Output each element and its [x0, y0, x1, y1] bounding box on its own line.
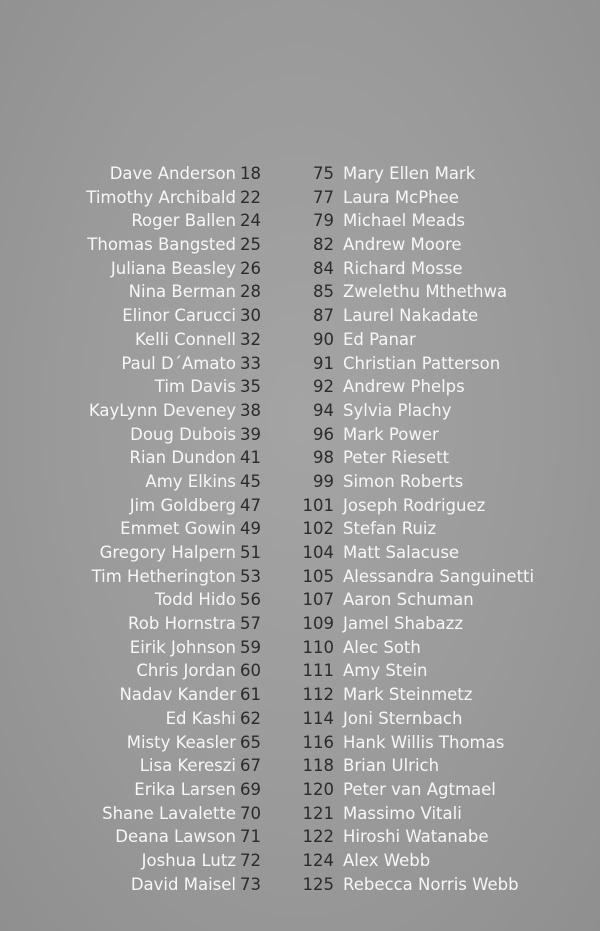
- photographer-name: Joseph Rodriguez: [343, 495, 486, 515]
- index-entry: [290, 517, 590, 541]
- photographer-name: Juliana Beasley: [110, 258, 236, 278]
- page-number: 25: [240, 235, 261, 255]
- page-number: 122: [302, 827, 334, 847]
- index-entry: [20, 659, 270, 683]
- index-entry: [20, 304, 270, 328]
- page-number: 35: [240, 377, 261, 397]
- index-entry: [290, 802, 590, 826]
- photographer-name: Eirik Johnson: [129, 637, 236, 657]
- photographer-name: Stefan Ruiz: [343, 519, 437, 539]
- photographer-name: Dave Anderson: [109, 164, 236, 183]
- index-entry: [20, 849, 270, 873]
- photographer-name: Jamel Shabazz: [343, 614, 463, 634]
- page-number: 98: [313, 448, 334, 468]
- index-entry: [20, 186, 270, 210]
- photographer-name: Peter Riesett: [343, 448, 450, 468]
- page-number: 56: [240, 590, 261, 610]
- page-number: 87: [313, 306, 334, 326]
- index-entry: [290, 304, 590, 328]
- photographer-name: Andrew Moore: [343, 235, 462, 255]
- index-entry: [290, 399, 590, 423]
- index-entry: [20, 233, 270, 257]
- photographer-name: Mary Ellen Mark: [343, 164, 476, 183]
- photographer-name: Zwelethu Mthethwa: [343, 282, 508, 302]
- photographer-name: Erika Larsen: [134, 779, 236, 799]
- page-number: 109: [302, 614, 334, 634]
- index-entry: [290, 754, 590, 778]
- page-number: 65: [240, 732, 261, 752]
- photographer-name: Deana Lawson: [115, 827, 236, 847]
- page-number: 32: [240, 329, 261, 349]
- photographer-name: Massimo Vitali: [343, 803, 462, 823]
- page-number: 125: [302, 874, 334, 894]
- photographer-name: Todd Hido: [154, 590, 236, 610]
- page-number: 94: [313, 400, 334, 420]
- page-number: 92: [313, 377, 334, 397]
- index-entry: [20, 825, 270, 849]
- photographer-name: Michael Meads: [343, 211, 466, 231]
- page-number: 18: [240, 164, 261, 183]
- index-entry: [20, 399, 270, 423]
- index-entry: [290, 328, 590, 352]
- index-entry: [290, 186, 590, 210]
- page-number: 73: [240, 874, 261, 894]
- index-entry: [20, 257, 270, 281]
- page-number: 118: [302, 756, 334, 776]
- index-entry: [290, 778, 590, 802]
- page-number: 112: [302, 685, 334, 705]
- photographer-name: Paul D´Amato: [121, 353, 236, 373]
- photographer-name: KayLynn Deveney: [88, 400, 236, 420]
- index-entry: [20, 162, 270, 186]
- index-entry: [20, 280, 270, 304]
- index-entry: [20, 375, 270, 399]
- page-number: 79: [313, 211, 334, 231]
- photographer-name: Nina Berman: [128, 282, 236, 302]
- photographer-name: Hiroshi Watanabe: [343, 827, 489, 847]
- photographer-name: Emmet Gowin: [120, 519, 236, 539]
- index-entry: [20, 778, 270, 802]
- photographer-name: Alec Soth: [343, 637, 421, 657]
- photographer-name: David Maisel: [130, 874, 236, 894]
- page-number: 30: [240, 306, 261, 326]
- index-entry: [20, 802, 270, 826]
- photographer-name: Hank Willis Thomas: [343, 732, 505, 752]
- page-number: 62: [240, 708, 261, 728]
- page-number: 105: [302, 566, 334, 586]
- index-entry: [290, 825, 590, 849]
- index-entry: [20, 707, 270, 731]
- page-number: 47: [240, 495, 261, 515]
- index-entry: [290, 588, 590, 612]
- page-number: 51: [240, 543, 261, 562]
- index-entry: [20, 683, 270, 707]
- page-number: 72: [240, 850, 261, 870]
- index-entry: [290, 352, 590, 376]
- page-number: 120: [302, 779, 334, 799]
- photographer-name: Brian Ulrich: [343, 756, 440, 776]
- photographer-name: Amy Stein: [343, 661, 428, 681]
- photographer-name: Aaron Schuman: [343, 590, 474, 610]
- index-column-right: [290, 162, 590, 896]
- index-entry: [290, 209, 590, 233]
- photographer-name: Rian Dundon: [129, 448, 236, 468]
- index-entry: [20, 517, 270, 541]
- index-entry: [20, 352, 270, 376]
- page-number: 69: [240, 779, 261, 799]
- photographer-name: Peter van Agtmael: [343, 779, 496, 799]
- index-entry: [290, 423, 590, 447]
- index-entry: [290, 612, 590, 636]
- page-number: 49: [240, 519, 261, 539]
- photographer-name: Laurel Nakadate: [343, 306, 479, 326]
- index-entry: [20, 565, 270, 589]
- index-entry: [290, 280, 590, 304]
- page-number: 104: [302, 543, 334, 562]
- page-number: 53: [240, 566, 261, 586]
- index-column-left: [20, 162, 270, 896]
- index-entry: [290, 636, 590, 660]
- photographer-name: Timothy Archibald: [86, 187, 236, 207]
- index-entry: [290, 233, 590, 257]
- index-entry: [290, 659, 590, 683]
- photographer-name: Amy Elkins: [145, 471, 236, 491]
- page-number: 70: [240, 803, 261, 823]
- page-number: 33: [240, 353, 261, 373]
- index-entry: [20, 446, 270, 470]
- photographer-name: Mark Power: [343, 424, 439, 444]
- page-number: 85: [313, 282, 334, 302]
- photographer-name: Tim Davis: [154, 377, 236, 397]
- index-entry: [290, 162, 590, 186]
- index-entry: [290, 707, 590, 731]
- index-entry: [20, 328, 270, 352]
- index-entry: [20, 588, 270, 612]
- page-number: 39: [240, 424, 261, 444]
- page-number: 57: [240, 614, 261, 634]
- photographer-name: Jim Goldberg: [129, 495, 236, 515]
- index-entry: [20, 494, 270, 518]
- photographer-name: Misty Keasler: [126, 732, 236, 752]
- page-number: 116: [302, 732, 334, 752]
- photographer-name: Lisa Kereszi: [139, 756, 236, 776]
- photographer-name: Nadav Kander: [119, 685, 236, 705]
- index-entry: [20, 731, 270, 755]
- photographer-name: Andrew Phelps: [343, 377, 465, 397]
- index-entry: [290, 873, 590, 897]
- page-number: 124: [302, 850, 334, 870]
- photographer-name: Matt Salacuse: [343, 543, 460, 562]
- index-entry: [290, 375, 590, 399]
- photographer-name: Ed Kashi: [165, 708, 236, 728]
- page-number: 111: [302, 661, 334, 681]
- page-number: 96: [313, 424, 334, 444]
- page-number: 26: [240, 258, 261, 278]
- page-number: 22: [240, 187, 261, 207]
- photographer-name: Richard Mosse: [343, 258, 463, 278]
- page-number: 60: [240, 661, 261, 681]
- page-number: 24: [240, 211, 261, 231]
- page-number: 61: [240, 685, 261, 705]
- index-entry: [290, 446, 590, 470]
- index-entry: [290, 494, 590, 518]
- photographer-name: Chris Jordan: [136, 661, 236, 681]
- photographer-name: Alessandra Sanguinetti: [343, 566, 535, 586]
- page-number: 28: [240, 282, 261, 302]
- photographer-name: Joshua Lutz: [141, 850, 236, 870]
- page-number: 67: [240, 756, 261, 776]
- index-entry: [20, 636, 270, 660]
- photographer-name: Shane Lavalette: [102, 803, 236, 823]
- page-number: 84: [313, 258, 334, 278]
- page-number: 101: [302, 495, 334, 515]
- index-entry: [20, 873, 270, 897]
- page-number: 75: [313, 164, 334, 183]
- photographer-name: Tim Hetherington: [91, 566, 236, 586]
- index-entry: [20, 209, 270, 233]
- photographer-name: Christian Patterson: [343, 353, 501, 373]
- page-number: 91: [313, 353, 334, 373]
- index-entry: [20, 754, 270, 778]
- photographer-name: Simon Roberts: [343, 471, 464, 491]
- photographer-name: Thomas Bangsted: [87, 235, 236, 255]
- index-entry: [290, 541, 590, 565]
- page-number: 82: [313, 235, 334, 255]
- index-entry: [290, 849, 590, 873]
- index-entry: [20, 612, 270, 636]
- page-number: 41: [240, 448, 261, 468]
- photographer-name: Joni Sternbach: [343, 708, 463, 728]
- photographer-name: Roger Ballen: [131, 211, 236, 231]
- page-number: 77: [313, 187, 334, 207]
- index-entry: [290, 683, 590, 707]
- index-entry: [20, 470, 270, 494]
- photographer-name: Alex Webb: [343, 850, 431, 870]
- photographer-name: Doug Dubois: [130, 424, 236, 444]
- page-number: 90: [313, 329, 334, 349]
- index-entry: [290, 565, 590, 589]
- photographer-name: Elinor Carucci: [122, 306, 236, 326]
- index-entry: [290, 257, 590, 281]
- photographer-name: Rebecca Norris Webb: [343, 874, 519, 894]
- page-number: 107: [302, 590, 334, 610]
- photographer-name: Gregory Halpern: [99, 543, 236, 562]
- photographer-name: Rob Hornstra: [128, 614, 236, 634]
- photographer-name: Laura McPhee: [343, 187, 459, 207]
- photographer-name: Mark Steinmetz: [343, 685, 473, 705]
- index-entry: [290, 470, 590, 494]
- page-number: 45: [240, 471, 261, 491]
- photographer-name: Ed Panar: [343, 329, 416, 349]
- page-number: 121: [302, 803, 334, 823]
- page-number: 110: [302, 637, 334, 657]
- photographer-name: Sylvia Plachy: [343, 400, 452, 420]
- page-number: 99: [313, 471, 334, 491]
- index-entry: [20, 541, 270, 565]
- page-number: 114: [302, 708, 334, 728]
- page-number: 38: [240, 400, 261, 420]
- page-number: 71: [240, 827, 261, 847]
- page-number: 102: [302, 519, 334, 539]
- index-entry: [290, 731, 590, 755]
- page-number: 59: [240, 637, 261, 657]
- photographer-name: Kelli Connell: [135, 329, 236, 349]
- index-entry: [20, 423, 270, 447]
